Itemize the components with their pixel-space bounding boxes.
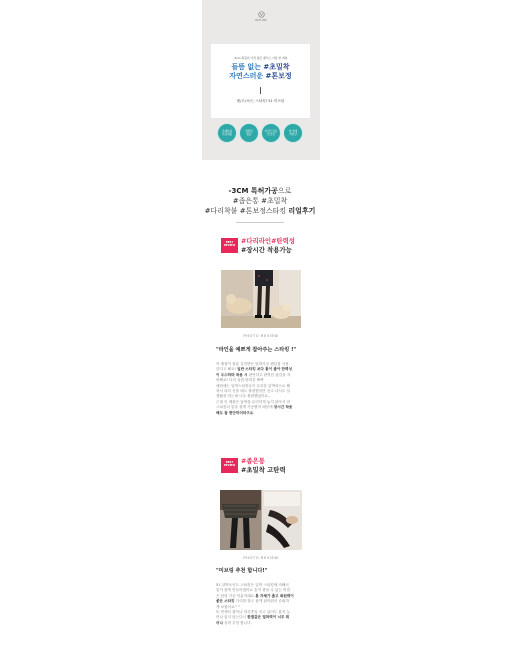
badge-pressure	[240, 124, 258, 142]
body-bold: 이 우수하며 착용 시	[216, 372, 248, 377]
body-line: 통이 좁게 만들어졌어요 통이 좁을 수 있는 비결	[216, 588, 290, 593]
body-line: 근데 이 제품은 압박을 무리하게 놓지 않아서 라	[216, 399, 290, 404]
body-line: 게 보였어요^^	[216, 604, 241, 609]
body-bold: 장시간 착용	[273, 405, 293, 410]
body-text: 강력 추천 합니다.	[222, 620, 252, 625]
body-line: 져서 되어 신을 때도 불편했지만 신고 나서도 일	[216, 389, 290, 394]
review1-body	[216, 362, 321, 416]
badge-label: 국제특허 인증제품	[221, 129, 233, 136]
body-line: 생활을 하는데 너무 불편했었어요..	[216, 394, 271, 399]
review1-title2: #장시간 착용가능	[241, 246, 292, 254]
headline-3a: #다리착붙 #톤보정스타킹	[204, 207, 289, 215]
hero-title-1a: 들뜸 없는	[231, 63, 264, 71]
body-line: 이 제품이 광유 특허받은 탄력가공 팬티를 사용	[216, 362, 289, 366]
review1-t1a: #다리라인	[241, 237, 272, 245]
best-review-tag	[221, 458, 238, 473]
body-line: 51 압박포인트 스타킹은 일반 스타킹에 비해서	[216, 583, 289, 587]
review1-photo-image	[221, 270, 301, 328]
photo-review-label: PHOTO REVIEW	[243, 556, 279, 560]
body-text: 한다고 해요!	[216, 367, 238, 372]
logo-icon	[258, 11, 265, 18]
review2-photo	[220, 490, 302, 550]
logo-text: MIZLINE	[255, 19, 267, 22]
review1-quote: "라인을 예쁘게 잡아주는 스타킹 !"	[216, 347, 297, 353]
review1-title1	[241, 237, 295, 246]
review2-title2: #초밀착 고탄력	[241, 466, 286, 474]
badge-comfort	[284, 124, 302, 142]
review1-t1b: #탄력성	[271, 237, 295, 245]
hero-title-2a: 자연스러운	[229, 72, 266, 80]
review2-quote: "미브링 추천 합니다!"	[216, 568, 268, 574]
body-text: .	[253, 410, 255, 415]
badge-label: 자연스러운 톤보정	[264, 129, 278, 136]
body-text: 편안하고 완벽한 핏감을 자	[247, 372, 291, 377]
body-line	[216, 411, 321, 416]
headline-1a: -3CM 특허가공	[228, 187, 278, 195]
body-text: 어나 있지 않는다니	[216, 615, 248, 620]
body-bold: 해도 참 편안하더라구요	[216, 410, 254, 415]
badge-patent	[218, 124, 236, 142]
review-headline	[180, 186, 340, 216]
headline-divider	[236, 222, 284, 223]
hero-subtitle: 팬/고/쓰/는 스타킹! 51 미브링	[236, 99, 285, 103]
brand-logo	[251, 11, 271, 22]
hero-title	[211, 63, 310, 81]
headline-2: #좁은통 #초밀착	[232, 197, 288, 205]
review1-photo	[221, 270, 301, 328]
badge-label: 한 번에 착용감	[288, 129, 298, 136]
hero-divider	[260, 87, 261, 94]
body-line: 랑해요! 다리 살결 탄력감 빠짝	[216, 378, 264, 383]
body-bold: 좋은 스타킹	[216, 599, 235, 604]
body-text: 은 탄력 가공 덕분이래요	[216, 593, 256, 598]
body-bold: 어나	[216, 620, 223, 625]
tag-label: BEST REVIEW	[223, 461, 236, 468]
badge-tone	[262, 124, 280, 142]
review2-body	[216, 583, 321, 626]
body-bold: 통 자체가 좁고 복원력이	[255, 593, 294, 598]
badge-label: 압박감 없음	[245, 129, 253, 136]
hero-kicker: -3cm 원핏의 가장 얇은 팬티스 거린 한 개의	[233, 56, 288, 60]
review2-photo-image	[220, 490, 302, 550]
review2-title1	[241, 457, 265, 466]
headline-1b: 으로	[277, 187, 292, 195]
body-line: 또 빈센티 출이나 하루종일 신고 있어도 잡지 늦	[216, 610, 290, 615]
body-text: 다리를 잘도 잡게 잡아줘서 슬림하	[234, 599, 289, 604]
body-bold: 일반 스타킹 보다 통이 좁아 탄력성	[237, 367, 292, 372]
tag-label: BEST REVIEW	[223, 241, 236, 248]
hero-title-1b: #초밀착	[263, 63, 290, 71]
best-review-tag	[221, 238, 238, 253]
headline-3b: 리얼후기	[288, 207, 316, 215]
photo-review-label: PHOTO REVIEW	[243, 334, 279, 338]
body-line: 매번매는 압박스타킹들이 무리한 압박력으로 해	[216, 383, 290, 388]
body-text: 스타킹처 통을 줄게 가공했지 때문에	[216, 405, 274, 410]
hero-title-2b: #톤보정	[265, 72, 292, 80]
review2-t1: #좁은통	[241, 457, 265, 465]
body-line	[216, 621, 321, 626]
body-bold: 한결같은 밀착력이 너무 뛰	[247, 615, 290, 620]
